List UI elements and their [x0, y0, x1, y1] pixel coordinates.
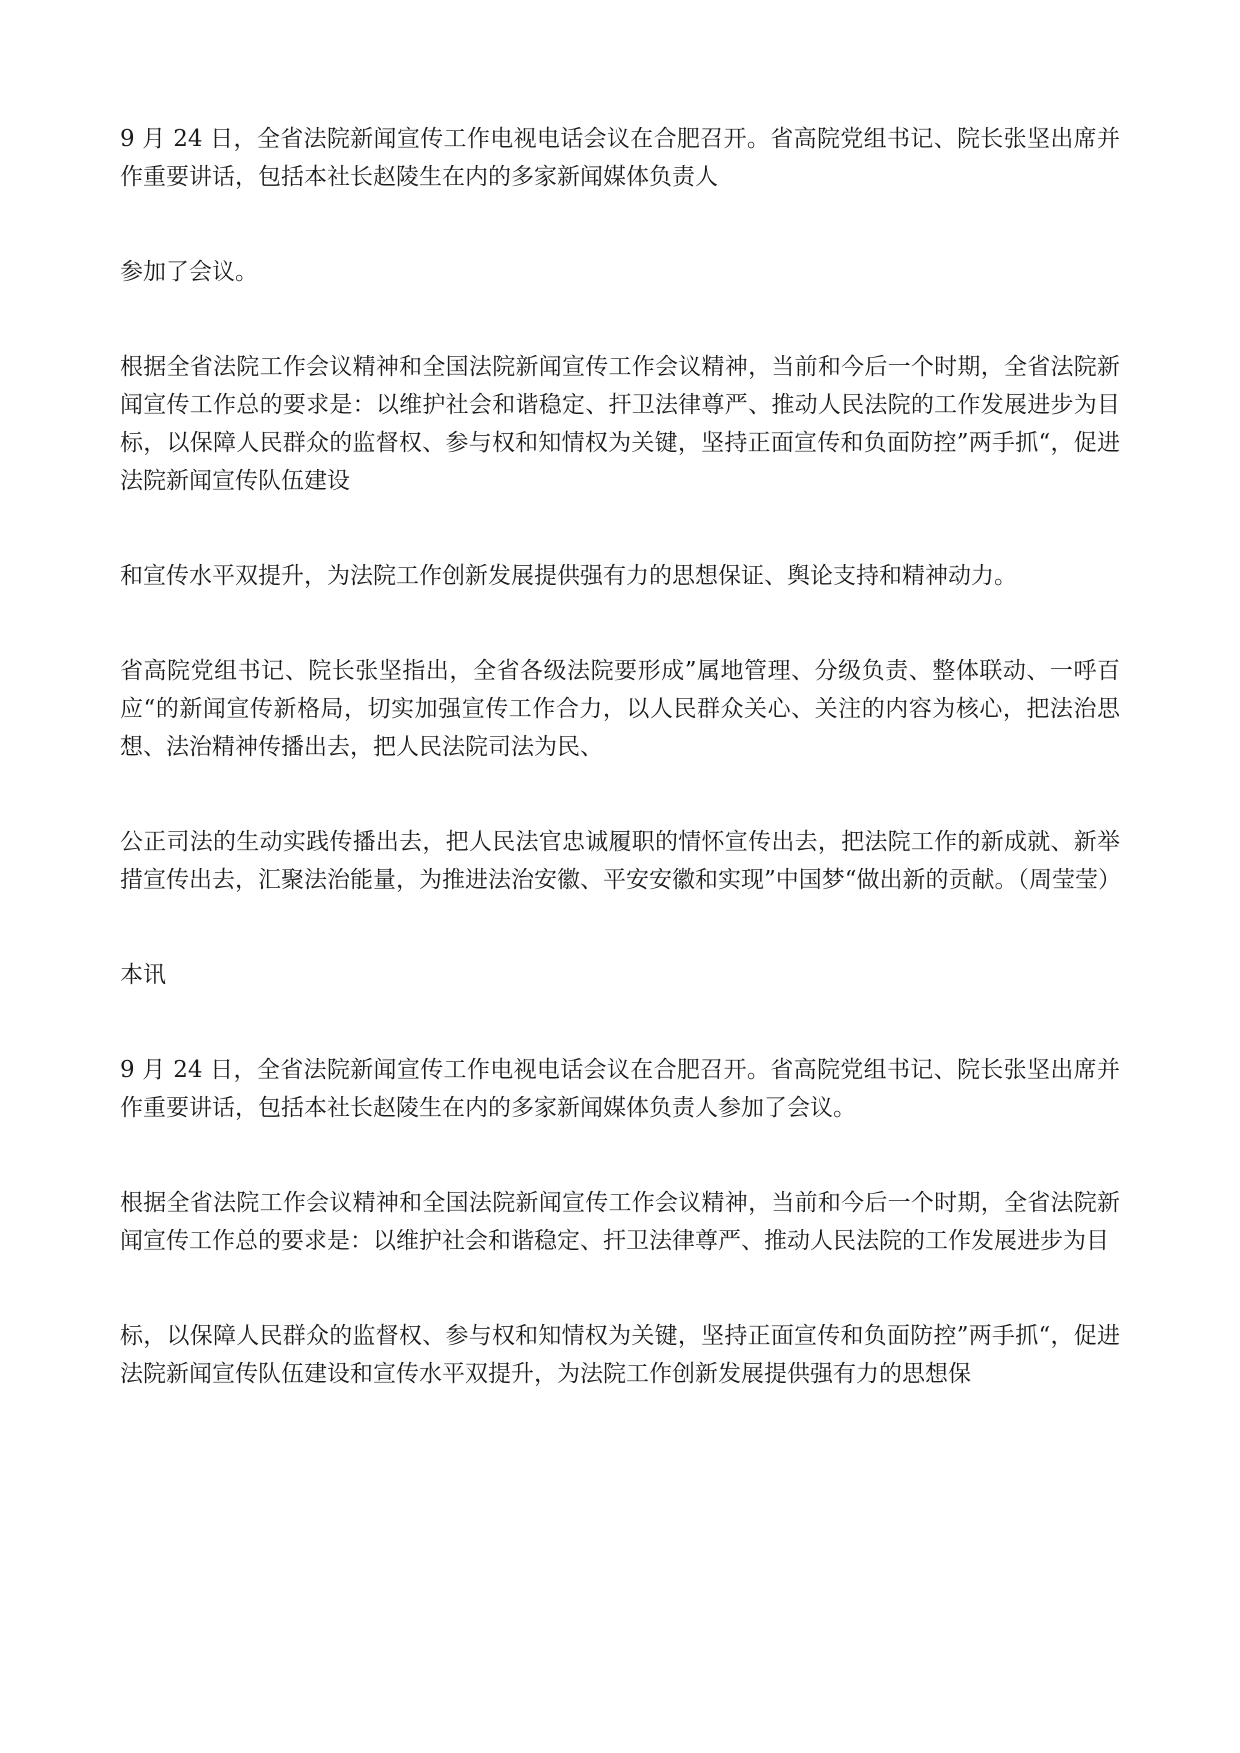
paragraph-gap: [120, 196, 1120, 253]
paragraph-gap: [120, 500, 1120, 557]
paragraph-2: 参加了会议。: [120, 259, 258, 285]
paragraph-gap: [120, 291, 1120, 348]
paragraph-7: 本讯: [120, 962, 166, 988]
paragraph-9: 根据全省法院工作会议精神和全国法院新闻宣传工作会议精神，当前和今后一个时期，全省法院新闻宣传工作总的要求是：以维护社会和谐稳定、扞卫法律尊严、推动人民法院的工作发展进步为目: [120, 1190, 1120, 1254]
paragraph-1: 9 月 24 日，全省法院新闻宣传工作电视电话会议在合肥召开。省高院党组书记、院长张坚出席并作重要讲话，包括本社长赵陵生在内的多家新闻媒体负责人: [120, 126, 1120, 190]
paragraph-gap: [120, 766, 1120, 823]
paragraph-6: 公正司法的生动实践传播出去，把人民法官忠诚履职的情怀宣传出去，把法院工作的新成就、新举措宣传出去，汇聚法治能量，为推进法治安徽、平安安徽和实现”中国梦“做出新的贡献。（周莹莹）: [120, 829, 1122, 893]
paragraph-gap: [120, 1127, 1120, 1184]
paragraph-gap: [120, 994, 1120, 1051]
paragraph-10: 标，以保障人民群众的监督权、参与权和知情权为关键，坚持正面宣传和负面防控”两手抓“，促进法院新闻宣传队伍建设和宣传水平双提升，为法院工作创新发展提供强有力的思想保: [120, 1323, 1120, 1387]
paragraph-4: 和宣传水平双提升，为法院工作创新发展提供强有力的思想保证、舆论支持和精神动力。: [120, 563, 1017, 589]
paragraph-gap: [120, 1260, 1120, 1317]
paragraph-gap: [120, 595, 1120, 652]
paragraph-5: 省高院党组书记、院长张坚指出，全省各级法院要形成”属地管理、分级负责、整体联动、一呼百应“的新闻宣传新格局，切实加强宣传工作合力，以人民群众关心、关注的内容为核心，把法治思想、法治精神传播出去，把人民法院司法为民、: [120, 658, 1120, 760]
paragraph-gap: [120, 899, 1120, 956]
document-page: [120, 120, 1120, 1393]
paragraph-8: 9 月 24 日，全省法院新闻宣传工作电视电话会议在合肥召开。省高院党组书记、院长张坚出席并作重要讲话，包括本社长赵陵生在内的多家新闻媒体负责人参加了会议。: [120, 1057, 1120, 1121]
paragraph-3: 根据全省法院工作会议精神和全国法院新闻宣传工作会议精神，当前和今后一个时期，全省法院新闻宣传工作总的要求是：以维护社会和谐稳定、扞卫法律尊严、推动人民法院的工作发展进步为目标，以保障人民群众的监督权、参与权和知情权为关键，坚持正面宣传和负面防控”两手抓“，促进法院新闻宣传队伍建设: [120, 354, 1120, 494]
